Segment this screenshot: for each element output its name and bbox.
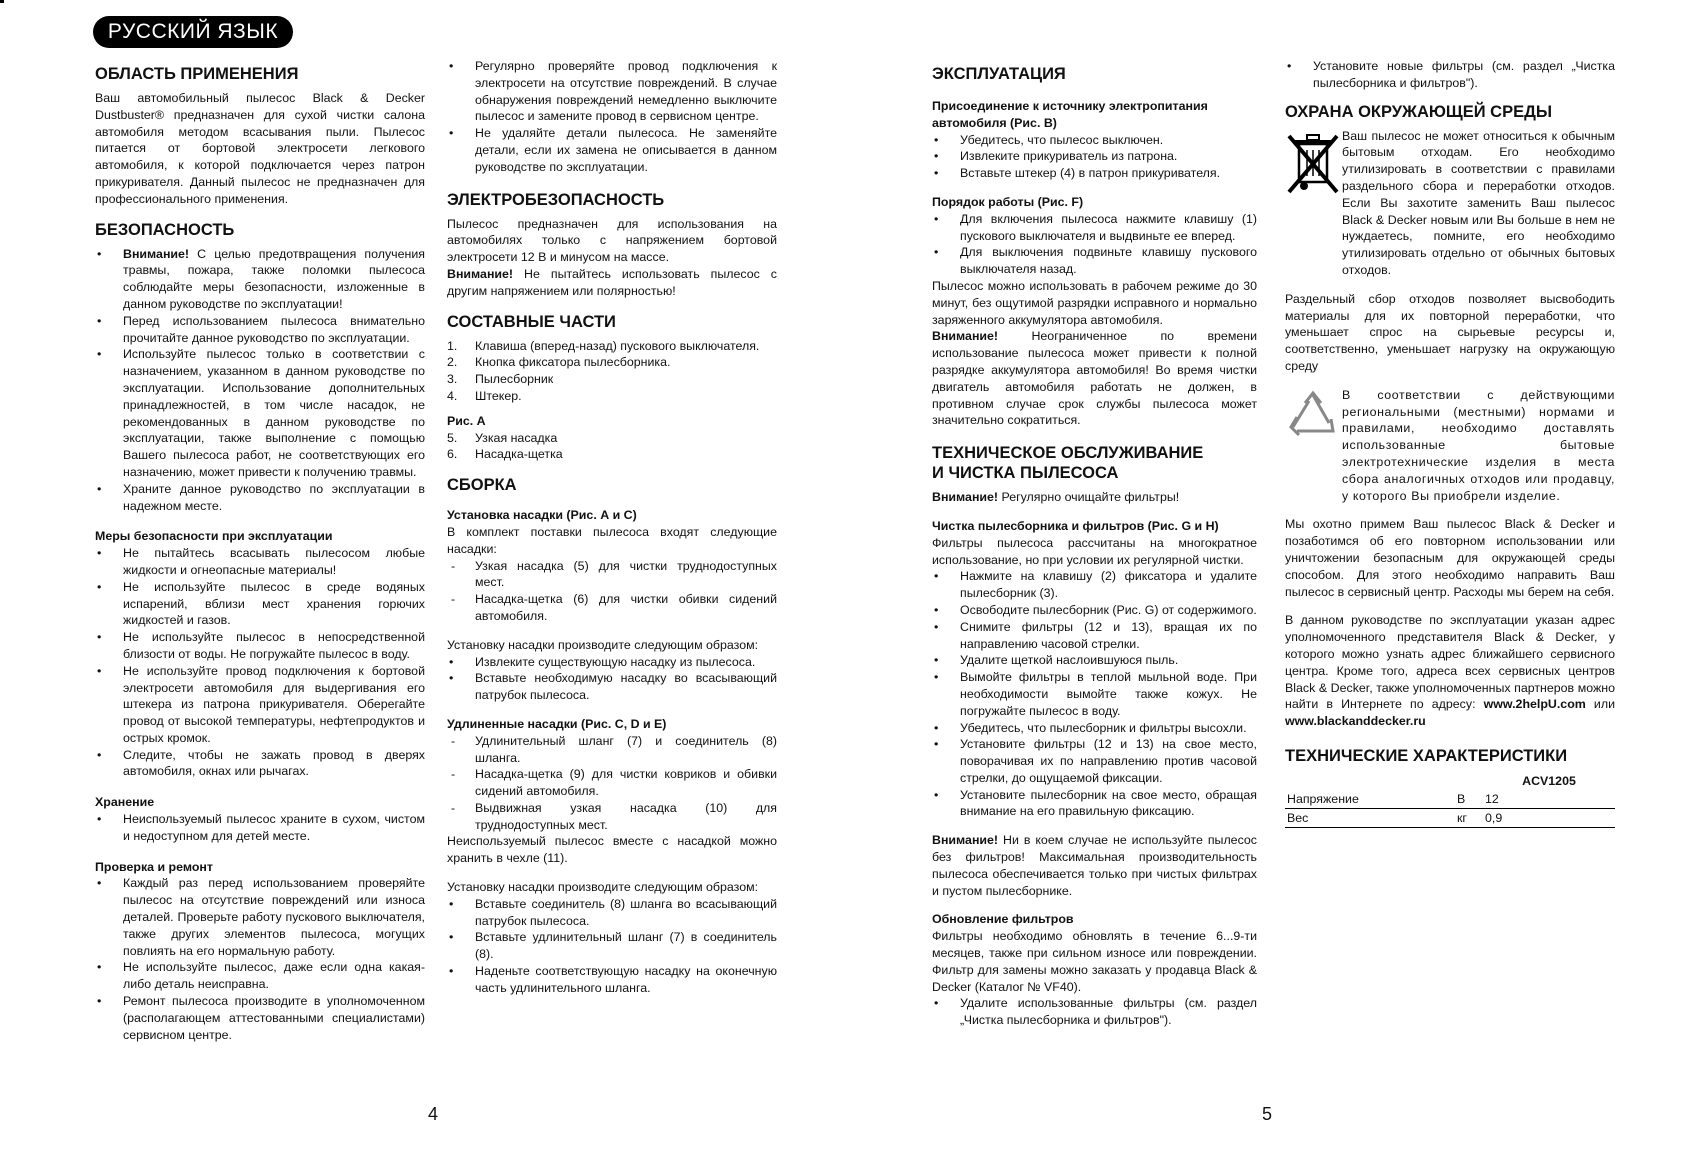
list-item: • Не используйте пылесос, даже если одна какая-либо деталь неисправна.: [95, 959, 425, 993]
recycle-row: [1285, 387, 1615, 505]
bin-text: Ваш пылесос не может относиться к обычным бытовым отходам. Его необходимо утилизировать в соответствии с правилами раздельного сбора и переработки отходов. Если Вы захотите заменить Ваш пылесос Black & Decker новым или Вы больше в нем не нуждаетесь, помните, его необходимо утилизировать отдельно от обычных бытовых отходов.: [1342, 128, 1615, 277]
renew-heading: Обновление фильтров: [932, 912, 1074, 927]
list-item: • Неиспользуемый пылесос храните в сухом, чистом и недоступном для детей месте.: [95, 811, 425, 845]
recycle-icon: [1285, 389, 1341, 455]
nozzle-text: В комплект поставки пылесоса входят следующие насадки:: [447, 524, 777, 556]
list-item: • Установите пылесборник на свое место, обращая внимание на его правильную фиксацию.: [932, 787, 1257, 821]
order-text: Пылесос можно использовать в рабочем режиме до 30 минут, без ощутимой разрядки исправного и нормально заряженного аккумулятора автомобиля.: [932, 278, 1257, 327]
install2-text: Установку насадки производите следующим образом:: [447, 880, 759, 895]
list-item: • Перед использованием пылесоса внимательно прочитайте данное руководство по эксплуатации.: [95, 313, 425, 347]
nozzle-heading: Установка насадки (Рис. А и С): [447, 508, 637, 523]
list-item: • Не используйте провод подключения к бортовой электросети автомобиля для выдергивания его штекера из патрона прикуривателя. Оберегайте провод от высокой температуры, нефтепродуктов и острых кромок.: [95, 663, 425, 747]
list-item: • Убедитесь, что пылесборник и фильтры высохли.: [932, 720, 1257, 737]
specs-table: [1285, 772, 1615, 828]
list-item: • Не используйте пылесос в непосредственной близости от воды. Не погружайте пылесос в воду.: [95, 629, 425, 663]
list-item: - Насадка-щетка (6) для чистки обивки сидений автомобиля.: [447, 591, 777, 625]
connect-list: [932, 132, 1257, 182]
storage-list: [95, 811, 425, 845]
extension-heading: Удлиненные насадки (Рис. С, D и Е): [447, 716, 667, 731]
separate-text: Раздельный сбор отходов позволяет высвободить материалы для их повторной переработки, что уменьшает спрос на сырьевые ресурсы и, соответственно, уменьшает нагрузку на окружающую среду: [1285, 291, 1615, 373]
electrical-warning: Внимание! Не пытайтесь использовать пылесос с другим напряжением или полярностью!: [447, 266, 777, 298]
list-item: • Внимание! С целью предотвращения получения травмы, пожара, также поломки пылесоса соблюдайте меры безопасности, изложенные в данном руководстве по эксплуатации!: [95, 246, 425, 313]
bin-row: [1285, 128, 1615, 279]
clean-heading: Чистка пылесборника и фильтров (Рис. G и Н): [932, 518, 1219, 533]
crossed-bin-icon: [1285, 130, 1341, 196]
list-item: • Ремонт пылесоса производите в уполномоченном (располагающем аттестованными специалистами) сервисном центре.: [95, 993, 425, 1043]
page-number-right: 5: [1262, 1104, 1273, 1124]
renew-list-continued: [1285, 58, 1615, 92]
check-list-continued: [447, 58, 777, 176]
list-item: • Удалите щеткой наслоившуюся пыль.: [932, 652, 1257, 669]
maintenance-heading: ТЕХНИЧЕСКОЕ ОБСЛУЖИВАНИЕ И ЧИСТКА ПЫЛЕСОСА: [932, 444, 1204, 483]
install-list: [447, 654, 777, 704]
specs-head-row: [1285, 772, 1615, 790]
extension-list: [447, 733, 777, 834]
list-item: • Используйте пылесос только в соответствии с назначением, указанном в данном руководстве по эксплуатации. Использование дополнительных принадлежностей, в том числе насадок, не рекомендованных в данном руководстве по эксплуатации, также выполнение с помощью Вашего пылесоса работ, не соответствующих его назначению, может привести к получению травмы.: [95, 346, 425, 480]
check-heading: Проверка и ремонт: [95, 859, 213, 874]
scope-text: Ваш автомобильный пылесос Black & Decker Dustbuster® предназначен для сухой чистки салона автомобиля методом всасывания пыли. Пылесос питается от бортовой электросети легкового автомобиля, к которой подключается через патрон прикуривателя. Данный пылесос не предназначен для профессионального применения.: [95, 91, 425, 206]
scan-mark: [0, 0, 4, 3]
extension-store-text: Неиспользуемый пылесос вместе с насадкой можно хранить в чехле (11).: [447, 834, 777, 866]
list-item: 3. Пылесборник: [447, 372, 554, 387]
list-item: • Извлеките существующую насадку из пылесоса.: [447, 654, 777, 671]
safety-list: [95, 246, 425, 515]
list-item: • Нажмите на клавишу (2) фиксатора и удалите пылесборник (3).: [932, 568, 1257, 602]
list-item: • Вымойте фильтры в теплой мыльной воде. При необходимости вымойте также кожух. Не погружайте пылесос в воду.: [932, 669, 1257, 719]
operation-safety-heading: Меры безопасности при эксплуатации: [95, 529, 333, 544]
list-item: • Наденьте соответствующую насадку на оконечную часть удлинительного шланга.: [447, 963, 777, 997]
list-item: • Вставьте соединитель (8) шланга во всасывающий патрубок пылесоса.: [447, 896, 777, 930]
list-item: • Убедитесь, что пылесос выключен.: [932, 132, 1257, 149]
list-item: 6. Насадка-щетка: [447, 447, 563, 462]
list-item: • Вставьте штекер (4) в патрон прикуривателя.: [932, 165, 1257, 182]
table-row: Вес кг 0,9: [1285, 808, 1615, 827]
specs-heading: ТЕХНИЧЕСКИЕ ХАРАКТЕРИСТИКИ: [1285, 746, 1568, 765]
list-item: - Насадка-щетка (9) для чистки ковриков и обивки сидений автомобиля.: [447, 766, 777, 800]
list-item: • Храните данное руководство по эксплуатации в надежном месте.: [95, 481, 425, 515]
clean-list: [932, 568, 1257, 820]
list-item: • Для выключения подвиньте клавишу пускового выключателя назад.: [932, 244, 1257, 278]
table-row: Напряжение В 12: [1285, 790, 1615, 809]
column-1: [95, 58, 425, 1043]
electrical-heading: ЭЛЕКТРОБЕЗОПАСНОСТЬ: [447, 190, 665, 209]
safety-heading: БЕЗОПАСНОСТЬ: [95, 220, 235, 239]
list-item: 2. Кнопка фиксатора пылесборника.: [447, 355, 671, 370]
exploitation-heading: ЭКСПЛУАТАЦИЯ: [932, 65, 1066, 83]
language-tab: РУССКИЙ ЯЗЫК: [93, 16, 293, 48]
parts-list: [447, 338, 777, 405]
check-list: [95, 875, 425, 1043]
electrical-text: Пылесос предназначен для использования на автомобилях только с напряжением бортовой электросети 12 В и минусом на массе.: [447, 216, 777, 265]
list-item: • Снимите фильтры (12 и 13), вращая их по направлению часовой стрелки.: [932, 619, 1257, 653]
maintenance-warning-2: Внимание! Ни в коем случае не используйте пылесос без фильтров! Максимальная производительность пылесоса обеспечивается только при чистых фильтрах и пустом пылесборнике.: [932, 833, 1257, 898]
list-item: • Следите, чтобы не зажать провод в дверях автомобиля, окнах или рычагах.: [95, 747, 425, 781]
order-warning: Внимание! Неограниченное по времени использование пылесоса может привести к полной разрядке аккумулятора автомобиля! Во время чистки двигатель автомобиля работать не должен, в противном случае срок службы пылесоса может значительно сократиться.: [932, 329, 1257, 428]
list-item: • Не удаляйте детали пылесоса. Не заменяйте детали, если их замена не описывается в данном руководстве по эксплуатации.: [447, 125, 777, 175]
clean-text: Фильтры пылесоса рассчитаны на многократное использование, но при условии их регулярной чистки.: [932, 535, 1257, 567]
column-4: [1285, 58, 1615, 828]
operation-safety-list: [95, 545, 425, 780]
list-item: • Установите фильтры (12 и 13) на свое место, поворачивая их по направлению против часовой стрелки, до ощущаемой фиксации.: [932, 736, 1257, 786]
list-item: • Вставьте удлинительный шланг (7) в соединитель (8).: [447, 929, 777, 963]
install-text: Установку насадки производите следующим образом:: [447, 637, 759, 652]
list-item: • Каждый раз перед использованием проверяйте пылесос на отсутствие повреждений или износа деталей. Проверьте работу пускового выключателя, также других элементов пылесоса, могущих повлиять на его нормальную работу.: [95, 875, 425, 959]
nozzle-list: [447, 558, 777, 625]
list-item: • Удалите использованные фильтры (см. раздел „Чистка пылесборника и фильтров").: [932, 995, 1257, 1029]
list-item: 5. Узкая насадка: [447, 430, 558, 445]
connect-heading: Присоединение к источнику электропитания автомобиля (Рис. В): [932, 99, 1208, 130]
list-item: • Извлеките прикуриватель из патрона.: [932, 148, 1257, 165]
recycle-text: В соответствии с действующими региональными (местными) нормами и правилами, необходимо доставлять использованные бытовые электротехнические изделия в места сбора аналогичных отходов или продавцу, у которого Вы приобрели изделие.: [1342, 387, 1615, 503]
install2-list: [447, 896, 777, 997]
environment-heading: ОХРАНА ОКРУЖАЮЩЕЙ СРЕДЫ: [1285, 102, 1552, 121]
fig-a-list: [447, 430, 777, 464]
order-heading: Порядок работы (Рис. F): [932, 194, 1084, 209]
list-item: - Удлинительный шланг (7) и соединитель (8) шланга.: [447, 733, 777, 767]
renew-list: [932, 995, 1257, 1029]
assembly-heading: СБОРКА: [447, 476, 517, 495]
list-item: 1. Клавиша (вперед-назад) пускового выключателя.: [447, 338, 760, 353]
list-item: • Установите новые фильтры (см. раздел „Чистка пылесборника и фильтров").: [1285, 58, 1615, 92]
list-item: - Узкая насадка (5) для чистки труднодоступных мест.: [447, 558, 777, 592]
parts-heading: СОСТАВНЫЕ ЧАСТИ: [447, 312, 616, 331]
model-label: ACV1205: [1522, 773, 1576, 788]
accept-text: Мы охотно примем Ваш пылесос Black & Decker и позаботимся об его повторном использовании или уничтожении безопасным для окружающей среды способом. Для этого необходимо направить Ваш пылесос в сервисный центр. Расходы мы берем на себя.: [1285, 517, 1615, 599]
order-list: [932, 211, 1257, 278]
storage-heading: Хранение: [95, 795, 155, 810]
list-item: • Освободите пылесборник (Рис. G) от содержимого.: [932, 602, 1257, 619]
scope-heading: ОБЛАСТЬ ПРИМЕНЕНИЯ: [95, 65, 299, 83]
list-item: - Выдвижная узкая насадка (10) для труднодоступных мест.: [447, 800, 777, 834]
renew-text: Фильтры необходимо обновлять в течение 6...9-ти месяцев, также при сильном износе или повреждении. Фильтр для замены можно заказать у продавца Black & Decker (Каталог № VF40).: [932, 929, 1257, 994]
column-3: [932, 58, 1257, 1029]
list-item: • Не используйте пылесос в среде водяных испарений, вблизи мест хранения горючих жидкостей и газов.: [95, 579, 425, 629]
list-item: • Регулярно проверяйте провод подключения к электросети на отсутствие повреждений. В случае обнаружения повреждений немедленно выключите пылесос и замените провод в сервисном центре.: [447, 58, 777, 125]
list-item: 4. Штекер.: [447, 388, 522, 403]
maintenance-warning: Внимание! Регулярно очищайте фильтры!: [932, 490, 1180, 505]
list-item: • Не пытайтесь всасывать пылесосом любые жидкости и огнеопасные материалы!: [95, 545, 425, 579]
list-item: • Вставьте необходимую насадку во всасывающий патрубок пылесоса.: [447, 670, 777, 704]
address-text: В данном руководстве по эксплуатации указан адрес уполномоченного представителя Black & Decker, у которого можно узнать адрес ближайшего сервисного центра. Кроме того, адреса всех сервисных центров Black & Decker, также уполномоченных партнеров можно найти в Интернете по адресу: www.2helpU.com или www.blackanddecker.ru: [1285, 613, 1616, 729]
list-item: • Для включения пылесоса нажмите клавишу (1) пускового выключателя и выдвиньте ее вперед.: [932, 211, 1257, 245]
page-number-left: 4: [428, 1104, 439, 1124]
column-2: [447, 58, 777, 997]
fig-a-heading: Рис. А: [447, 413, 486, 428]
